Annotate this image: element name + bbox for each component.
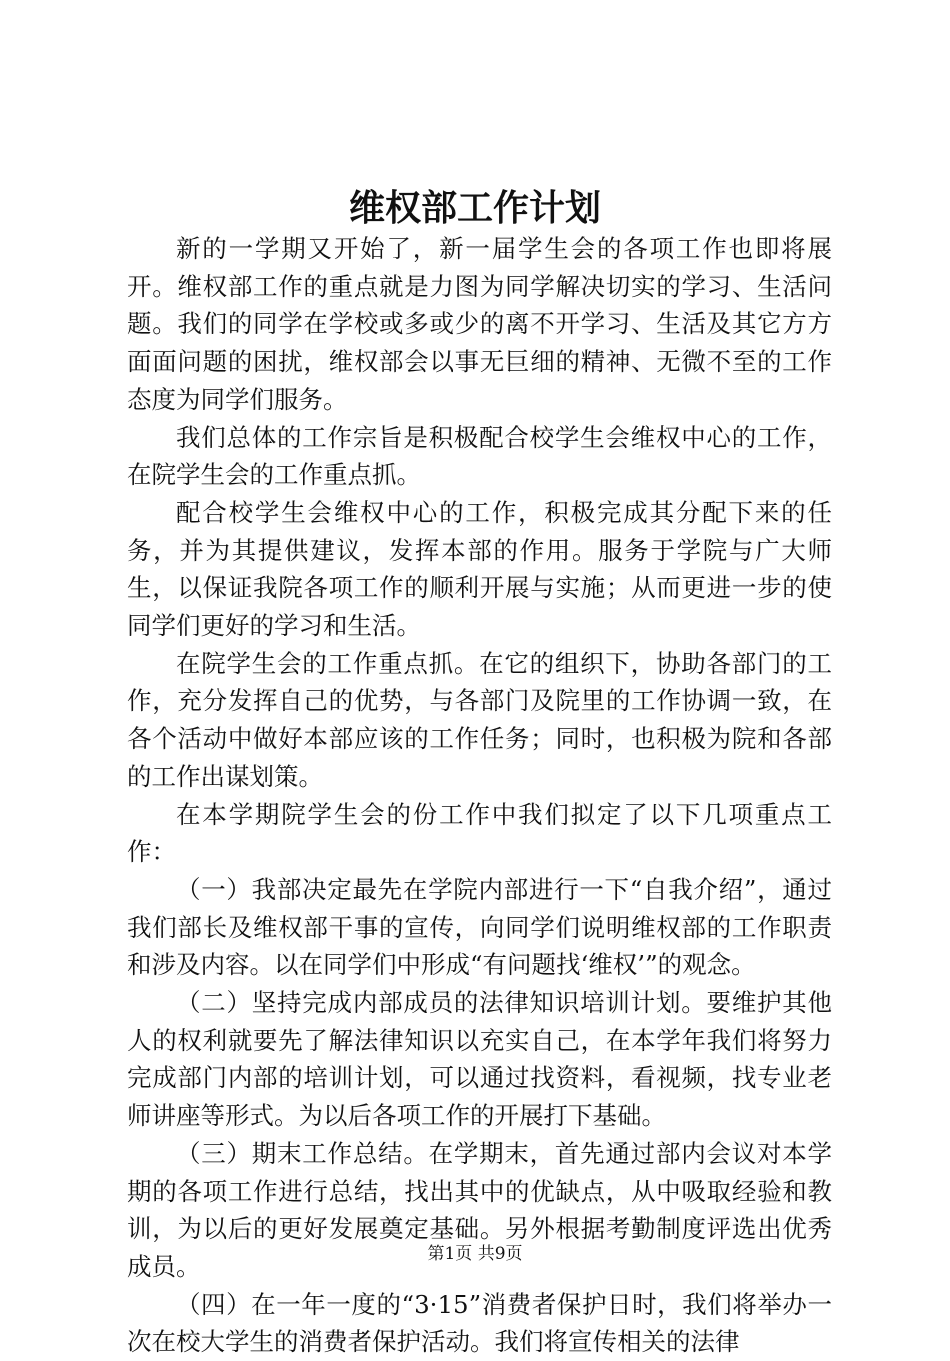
document-title: 维权部工作计划 <box>348 187 601 229</box>
page-number-footer: 第1页 共9页 <box>427 1244 523 1264</box>
paragraph: 在本学期院学生会的份工作中我们拟定了以下几项重点工作： <box>127 799 832 867</box>
paragraph: （二）坚持完成内部成员的法律知识培训计划。要维护其他人的权利就要先了解法律知识以充实自己，在本学年我们将努力完成部门内部的培训计划，可以通过找资料，看视频，找专业老师讲座等形式。为以后各项工作的开展打下基础。 <box>127 988 832 1131</box>
paragraph: 我们总体的工作宗旨是积极配合校学生会维权中心的工作，在院学生会的工作重点抓。 <box>127 422 832 490</box>
paragraph: （四）在一年一度的“3·15”消费者保护日时，我们将举办一次在校大学生的消费者保护活动。我们将宣传相关的法律 <box>127 1289 832 1357</box>
paragraph: 在院学生会的工作重点抓。在它的组织下，协助各部门的工作，充分发挥自己的优势，与各部门及院里的工作协调一致，在各个活动中做好本部应该的工作任务；同时，也积极为院和各部的工作出谋划策。 <box>127 648 832 791</box>
paragraph: 配合校学生会维权中心的工作，积极完成其分配下来的任务，并为其提供建议，发挥本部的作用。服务于学院与广大师生，以保证我院各项工作的顺利开展与实施；从而更进一步的使同学们更好的学习和生活。 <box>127 497 832 641</box>
document-body <box>127 230 832 1361</box>
paragraph: 新的一学期又开始了，新一届学生会的各项工作也即将展开。维权部工作的重点就是力图为同学解决切实的学习、生活问题。我们的同学在学校或多或少的离不开学习、生活及其它方方面面问题的困扰，维权部会以事无巨细的精神、无微不至的工作态度为同学们服务。 <box>127 234 832 414</box>
paragraph: （三）期末工作总结。在学期末，首先通过部内会议对本学期的各项工作进行总结，找出其中的优缺点，从中吸取经验和教训，为以后的更好发展奠定基础。另外根据考勤制度评选出优秀成员。 <box>127 1138 832 1281</box>
paragraph: （一）我部决定最先在学院内部进行一下“自我介绍”，通过我们部长及维权部干事的宣传，向同学们说明维权部的工作职责和涉及内容。以在同学们中形成“有问题找‘维权’”的观念。 <box>127 874 832 980</box>
